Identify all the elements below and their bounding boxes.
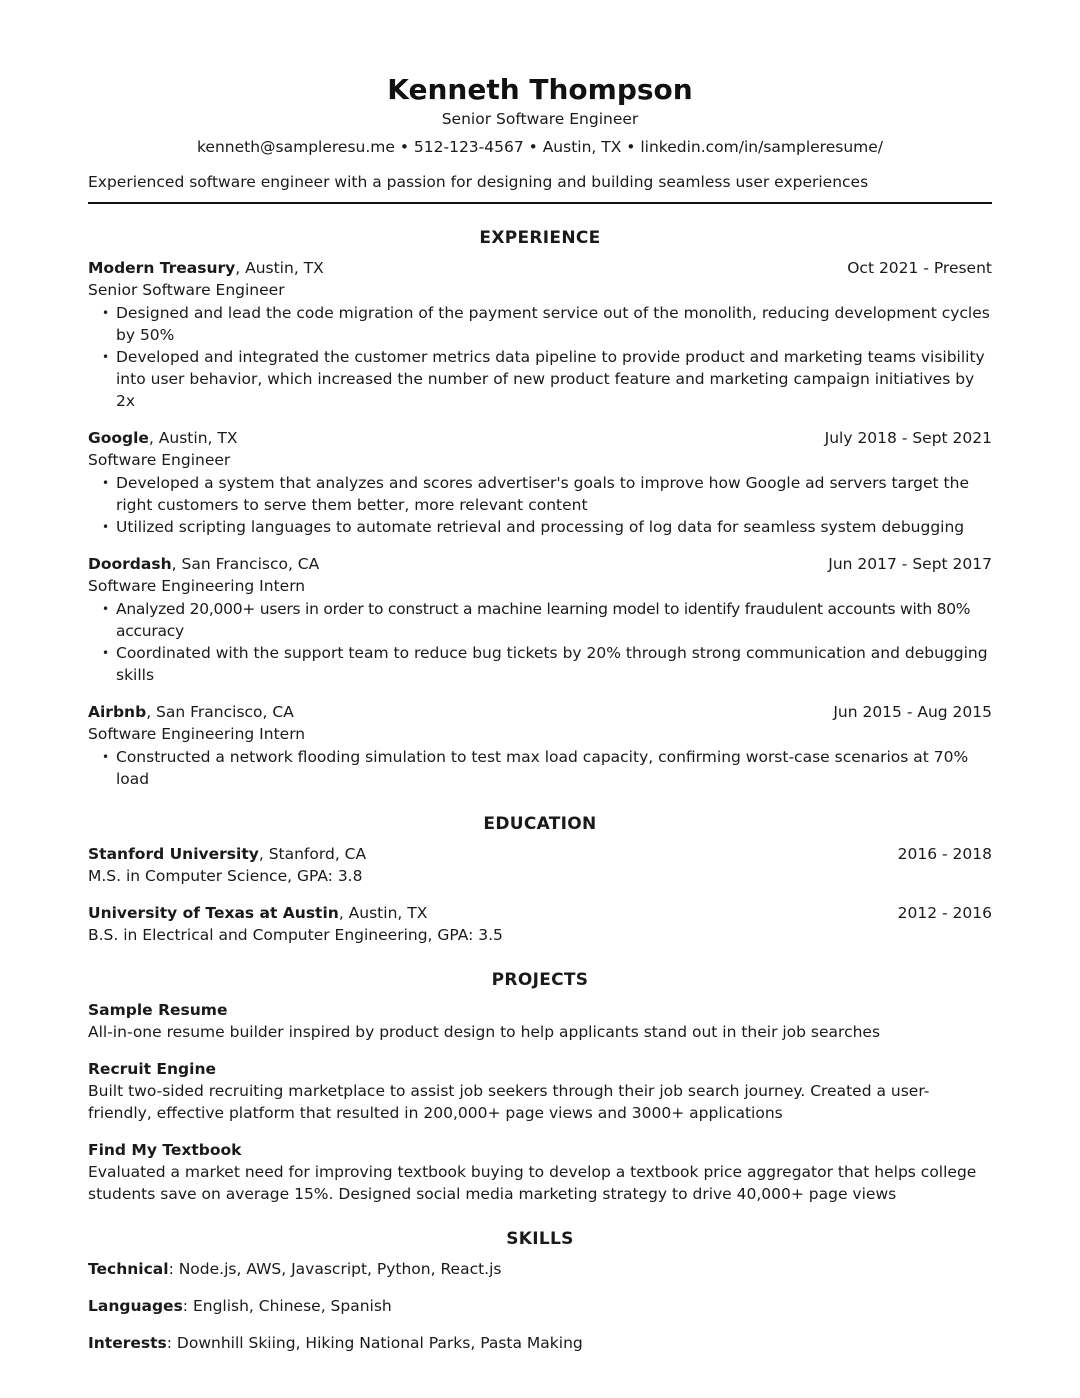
skill-value: : Node.js, AWS, Javascript, Python, React.js (168, 1260, 502, 1278)
project-description: All-in-one resume builder inspired by product design to help applicants stand out in their job searches (88, 1023, 881, 1041)
header-divider (88, 202, 992, 204)
education-heading: EDUCATION (483, 814, 597, 834)
job-bullet: • Coordinated with the support team to reduce bug tickets by 20% through strong communication and debugging skills (102, 642, 992, 686)
job-location: , Austin, TX (148, 429, 238, 447)
headline: Senior Software Engineer (441, 110, 639, 128)
job-bullets (88, 746, 992, 790)
school-dates: 2016 - 2018 (897, 845, 992, 863)
skill-value: : Downhill Skiing, Hiking National Parks, Pasta Making (166, 1334, 583, 1352)
job-bullet: • Developed and integrated the customer metrics data pipeline to provide product and marketing teams visibility into user behavior, which increased the number of new product feature and marketing campaign initiatives by 2x (102, 346, 992, 412)
project-name: Sample Resume (88, 1001, 228, 1019)
job-dates: Oct 2021 - Present (847, 259, 992, 277)
job-dates: July 2018 - Sept 2021 (824, 429, 992, 447)
project-description: Built two-sided recruiting marketplace to assist job seekers through their job search journey. Created a user-friendly, effective platform that resulted in 200,000+ page views and 3000+ applications (88, 1082, 930, 1122)
job-role: Software Engineering Intern (88, 577, 306, 595)
school-org (88, 902, 427, 924)
candidate-name: Kenneth Thompson (387, 73, 693, 106)
projects-heading: PROJECTS (491, 970, 589, 990)
job-bullet: • Developed a system that analyzes and scores advertiser's goals to improve how Google ad servers target the right customers to serve them better, more relevant content (102, 472, 992, 516)
job-company: Modern Treasury (88, 259, 236, 277)
job-org (88, 427, 237, 449)
job-location: , Austin, TX (235, 259, 324, 277)
job-org (88, 553, 319, 575)
job-bullets (88, 598, 992, 686)
school-name: University of Texas at Austin (88, 904, 339, 922)
project-entry (88, 1058, 992, 1124)
job-company: Google (88, 429, 149, 447)
school-name: Stanford University (88, 845, 259, 863)
job-dates: Jun 2017 - Sept 2017 (828, 555, 992, 573)
job-bullets (88, 302, 992, 412)
skill-row (88, 1295, 992, 1317)
job-bullet: • Constructed a network flooding simulation to test max load capacity, confirming worst-case scenarios at 70% load (102, 746, 992, 790)
skill-row (88, 1258, 992, 1280)
skill-label: Technical (88, 1260, 169, 1278)
school-org (88, 843, 366, 865)
project-name: Find My Textbook (88, 1141, 242, 1159)
job-entry (88, 257, 992, 412)
job-entry (88, 427, 992, 538)
education-entry (88, 902, 992, 946)
job-dates: Jun 2015 - Aug 2015 (833, 703, 992, 721)
project-entry (88, 1139, 992, 1205)
school-location: , Austin, TX (338, 904, 428, 922)
school-degree: B.S. in Electrical and Computer Engineering, GPA: 3.5 (88, 926, 503, 944)
skill-row (88, 1332, 992, 1354)
skills-heading: SKILLS (506, 1229, 574, 1249)
experience-heading: EXPERIENCE (479, 228, 601, 248)
job-company: Airbnb (88, 703, 147, 721)
job-org (88, 257, 324, 279)
job-role: Senior Software Engineer (88, 281, 285, 299)
education-entry (88, 843, 992, 887)
job-bullet: • Designed and lead the code migration of the payment service out of the monolith, reducing development cycles by 50% (102, 302, 992, 346)
project-entry (88, 999, 992, 1043)
job-role: Software Engineer (88, 451, 231, 469)
job-entry (88, 553, 992, 686)
skill-label: Interests (88, 1334, 167, 1352)
job-entry (88, 701, 992, 790)
school-degree: M.S. in Computer Science, GPA: 3.8 (88, 867, 363, 885)
job-location: , San Francisco, CA (171, 555, 320, 573)
project-name: Recruit Engine (88, 1060, 217, 1078)
skill-value: : English, Chinese, Spanish (182, 1297, 392, 1315)
project-description: Evaluated a market need for improving textbook buying to develop a textbook price aggregator that helps college students save on average 15%. Designed social media marketing strategy to drive 40,000+ page views (88, 1163, 977, 1203)
job-org (88, 701, 294, 723)
job-bullet: • Analyzed 20,000+ users in order to construct a machine learning model to identify fraudulent accounts with 80% accuracy (102, 598, 992, 642)
school-dates: 2012 - 2016 (897, 904, 992, 922)
summary: Experienced software engineer with a passion for designing and building seamless user experiences (88, 173, 869, 191)
job-bullet: • Utilized scripting languages to automate retrieval and processing of log data for seamless system debugging (102, 516, 992, 538)
job-bullets (88, 472, 992, 538)
job-company: Doordash (88, 555, 172, 573)
job-location: , San Francisco, CA (146, 703, 294, 721)
skill-label: Languages (88, 1297, 183, 1315)
contact-line: kenneth@sampleresu.me • 512-123-4567 • Austin, TX • linkedin.com/in/sampleresume/ (196, 138, 884, 156)
job-role: Software Engineering Intern (88, 725, 306, 743)
school-location: , Stanford, CA (258, 845, 367, 863)
